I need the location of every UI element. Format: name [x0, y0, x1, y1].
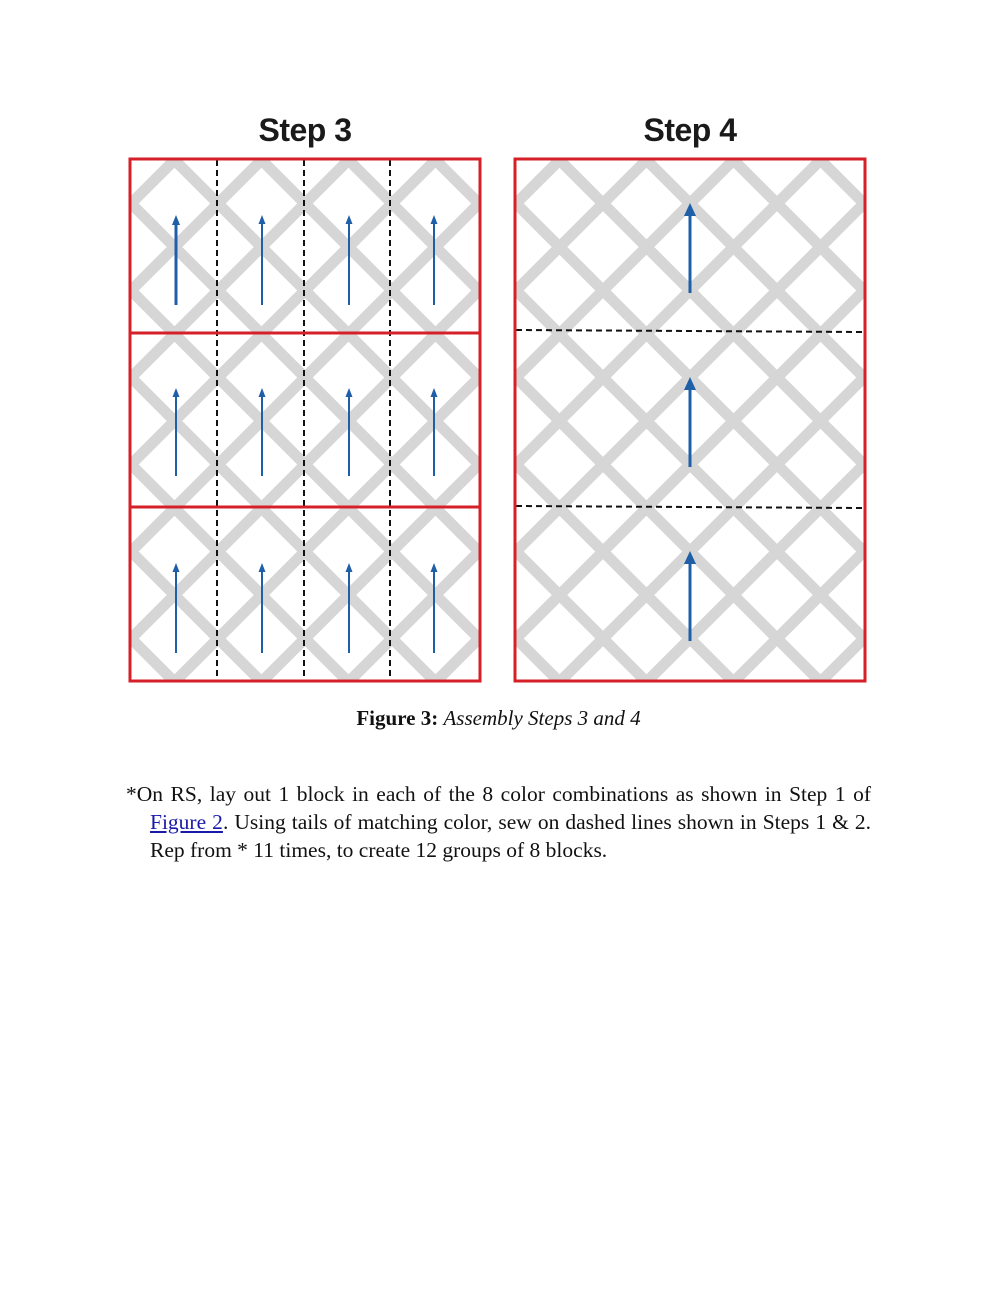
step-3-arrow-head — [172, 215, 180, 225]
step-4-title: Step 4 — [643, 112, 737, 148]
step-3-arrow — [173, 563, 180, 653]
step-3-arrow — [172, 215, 180, 305]
step-3-arrow — [346, 215, 353, 305]
step-4-panel — [496, 150, 880, 695]
step-4-lattice-band — [496, 445, 880, 696]
step-3-arrow-head — [346, 563, 353, 572]
step-3-title: Step 3 — [258, 112, 352, 148]
step-3-arrow-head — [259, 215, 266, 224]
step-3-arrow — [346, 388, 353, 476]
step-3-arrow — [431, 215, 438, 305]
step-4-arrows — [684, 203, 696, 641]
step-4-dashed-line — [516, 506, 862, 508]
figure-2-link[interactable]: Figure 2 — [150, 809, 223, 834]
caption-label: Figure 3: — [356, 706, 439, 730]
step-3-arrow — [431, 563, 438, 653]
step-3-arrow-head — [259, 388, 266, 397]
step-3-arrow — [259, 563, 266, 653]
step-3-arrow-head — [346, 215, 353, 224]
assembly-figure — [120, 150, 880, 695]
figure-caption — [0, 706, 997, 731]
step-3-arrow-head — [431, 563, 438, 572]
step-3-arrow-head — [346, 388, 353, 397]
step-3-arrow-head — [431, 388, 438, 397]
step-4-lattice-band — [496, 150, 880, 398]
step-3-arrow — [259, 215, 266, 305]
step-3-arrow — [346, 563, 353, 653]
step-4-lattice-band — [496, 150, 880, 398]
caption-text: Assembly Steps 3 and 4 — [443, 706, 641, 730]
step-3-arrow-head — [259, 563, 266, 572]
step-3-panel — [120, 150, 499, 695]
instruction-text-2: . Using tails of matching color, sew on dashed lines shown in Steps 1 & 2. Rep from * 11 times, to create 12 groups of 8 blocks. — [150, 809, 872, 862]
instruction-text-1: *On RS, lay out 1 block in each of the 8 color combinations as shown in Step 1 of — [126, 781, 871, 806]
step-3-arrow-head — [173, 563, 180, 572]
step-4-lattice — [496, 150, 880, 695]
step-3-arrow-head — [431, 215, 438, 224]
step-4-lattice-band — [496, 445, 880, 696]
step-3-arrow — [259, 388, 266, 476]
step-3-arrow-head — [173, 388, 180, 397]
instruction-paragraph — [126, 780, 871, 864]
